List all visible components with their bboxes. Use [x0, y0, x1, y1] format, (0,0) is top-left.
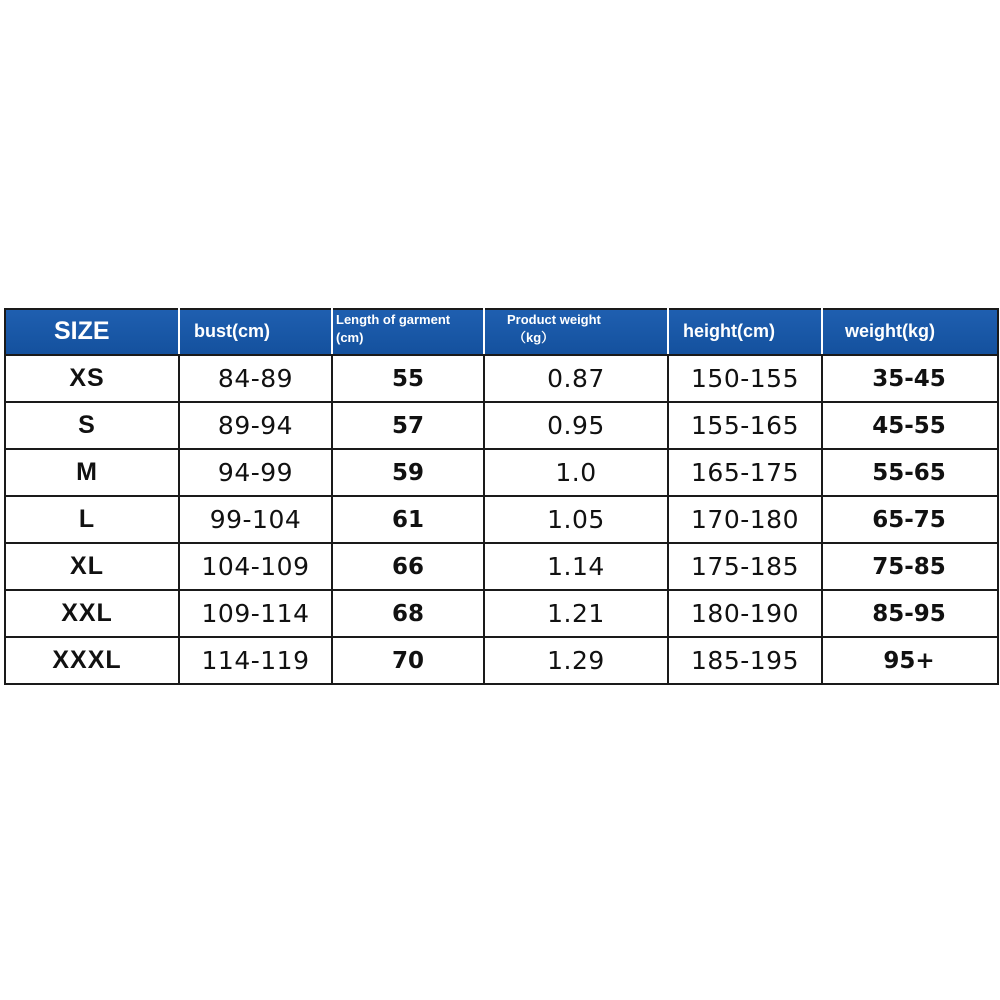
height-cell: 185-195: [668, 637, 822, 684]
table-body: [5, 355, 998, 684]
length-cell: 68: [332, 590, 484, 637]
bust-cell: 114-119: [179, 637, 332, 684]
product-weight-cell: 1.29: [484, 637, 668, 684]
weight-cell: 85-95: [822, 590, 998, 637]
length-cell: 59: [332, 449, 484, 496]
header-bust: bust(cm): [179, 309, 332, 355]
header-row: [5, 309, 998, 355]
height-cell: 180-190: [668, 590, 822, 637]
table-header: [5, 309, 998, 355]
table-row: [5, 637, 998, 684]
bust-cell: 104-109: [179, 543, 332, 590]
height-cell: 165-175: [668, 449, 822, 496]
product-weight-cell: 1.0: [484, 449, 668, 496]
length-cell: 70: [332, 637, 484, 684]
weight-cell: 55-65: [822, 449, 998, 496]
header-weight: weight(kg): [822, 309, 998, 355]
table-row: [5, 402, 998, 449]
header-length-line2: (cm): [336, 330, 364, 346]
size-cell: M: [5, 449, 179, 496]
weight-cell: 45-55: [822, 402, 998, 449]
header-length-of-garment: [332, 309, 484, 355]
product-weight-cell: 0.95: [484, 402, 668, 449]
header-size: SIZE: [5, 309, 179, 355]
bust-cell: 109-114: [179, 590, 332, 637]
length-cell: 66: [332, 543, 484, 590]
header-length-line1: Length of garment: [336, 312, 451, 327]
height-cell: 175-185: [668, 543, 822, 590]
bust-cell: 99-104: [179, 496, 332, 543]
table-row: [5, 543, 998, 590]
bust-cell: 94-99: [179, 449, 332, 496]
size-cell: L: [5, 496, 179, 543]
table-row: [5, 449, 998, 496]
size-cell: XL: [5, 543, 179, 590]
size-cell: XXL: [5, 590, 179, 637]
header-product-weight-line1: Product weight: [507, 312, 601, 327]
weight-cell: 75-85: [822, 543, 998, 590]
header-product-weight: [484, 309, 668, 355]
length-cell: 61: [332, 496, 484, 543]
header-height: height(cm): [668, 309, 822, 355]
product-weight-cell: 0.87: [484, 355, 668, 402]
bust-cell: 89-94: [179, 402, 332, 449]
table-row: [5, 355, 998, 402]
table-row: [5, 496, 998, 543]
length-cell: 55: [332, 355, 484, 402]
table-row: [5, 590, 998, 637]
product-weight-cell: 1.21: [484, 590, 668, 637]
length-cell: 57: [332, 402, 484, 449]
height-cell: 170-180: [668, 496, 822, 543]
product-weight-cell: 1.05: [484, 496, 668, 543]
header-product-weight-line2: （kg）: [513, 330, 555, 346]
weight-cell: 95+: [822, 637, 998, 684]
size-cell: XXXL: [5, 637, 179, 684]
weight-cell: 35-45: [822, 355, 998, 402]
size-cell: S: [5, 402, 179, 449]
product-weight-cell: 1.14: [484, 543, 668, 590]
size-cell: XS: [5, 355, 179, 402]
size-chart-table: [4, 308, 999, 685]
weight-cell: 65-75: [822, 496, 998, 543]
height-cell: 150-155: [668, 355, 822, 402]
height-cell: 155-165: [668, 402, 822, 449]
bust-cell: 84-89: [179, 355, 332, 402]
